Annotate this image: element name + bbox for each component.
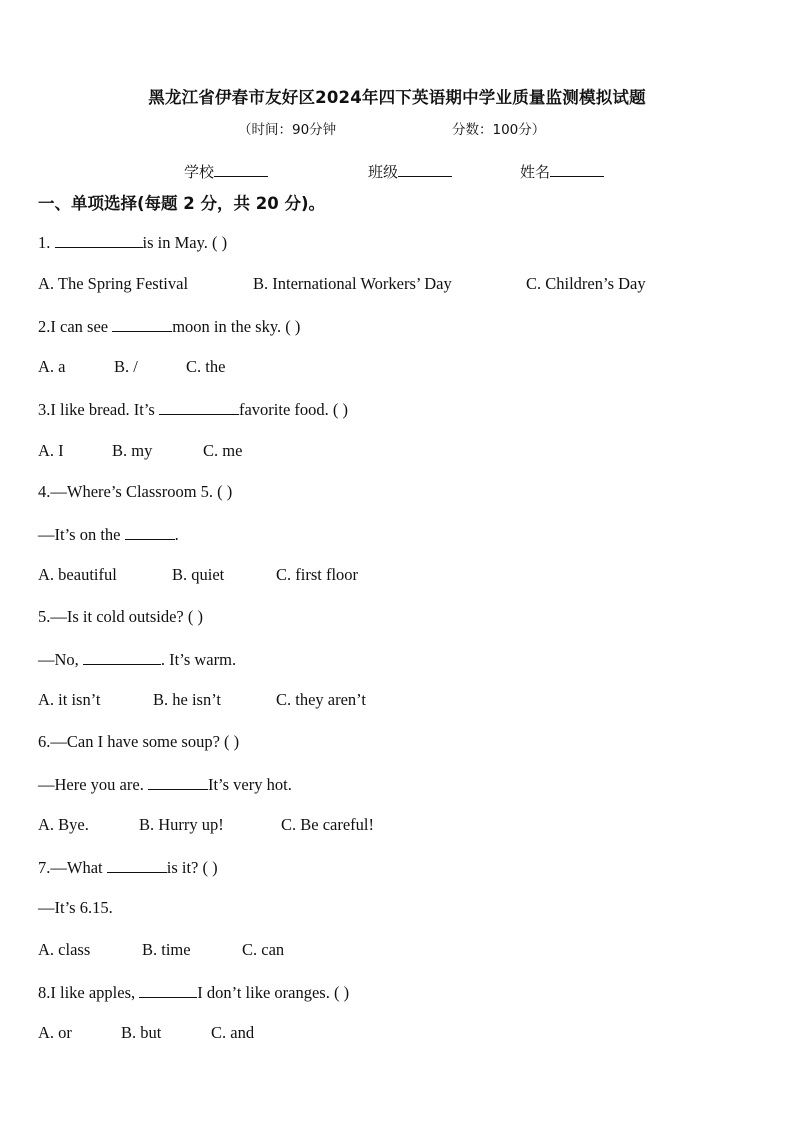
time-limit: （时间：90分钟 xyxy=(238,122,337,138)
q1-option-c[interactable]: C. Children’s Day xyxy=(526,274,646,293)
question-text: —Here you are. xyxy=(38,775,148,794)
q4-option-b[interactable]: B. quiet xyxy=(172,565,225,584)
name-label: 姓名 xyxy=(520,163,551,181)
q7-option-a[interactable]: A. class xyxy=(38,940,91,959)
question-text: 7.—What xyxy=(38,858,107,877)
q3-option-c[interactable]: C. me xyxy=(203,441,243,460)
q4-option-a[interactable]: A. beautiful xyxy=(38,565,117,584)
question-text: moon in the sky. ( ) xyxy=(172,317,301,336)
question-text: —No, xyxy=(38,650,83,669)
q7-option-c[interactable]: C. can xyxy=(242,940,285,959)
answer-blank[interactable] xyxy=(55,232,143,248)
section-heading: 一、单项选择(每题 2 分，共 20 分)。 xyxy=(38,194,326,213)
q5-option-b[interactable]: B. he isn’t xyxy=(153,690,221,709)
q6-option-a[interactable]: A. Bye. xyxy=(38,815,89,834)
q2-option-b[interactable]: B. / xyxy=(114,357,138,376)
page-title: 黑龙江省伊春市友好区2024年四下英语期中学业质量监测模拟试题 xyxy=(148,88,646,107)
q2-option-c[interactable]: C. the xyxy=(186,357,226,376)
question-text: —It’s on the xyxy=(38,525,125,544)
answer-blank[interactable] xyxy=(112,316,172,332)
q6-option-b[interactable]: B. Hurry up! xyxy=(139,815,224,834)
total-score: 分数：100分） xyxy=(452,122,546,138)
question-3 xyxy=(38,399,348,420)
question-text: 1. xyxy=(38,233,55,252)
question-5: 5.—Is it cold outside? ( ) xyxy=(38,607,203,626)
q8-option-c[interactable]: C. and xyxy=(211,1023,255,1042)
question-4: 4.—Where’s Classroom 5. ( ) xyxy=(38,482,233,501)
q5-option-c[interactable]: C. they aren’t xyxy=(276,690,366,709)
school-field xyxy=(184,160,268,182)
student-info xyxy=(184,160,684,182)
q7-option-b[interactable]: B. time xyxy=(142,940,191,959)
question-8 xyxy=(38,982,349,1003)
answer-blank[interactable] xyxy=(83,649,161,665)
question-text: It’s very hot. xyxy=(207,775,292,794)
class-blank[interactable] xyxy=(398,160,452,177)
q8-option-a[interactable]: A. or xyxy=(38,1023,72,1042)
class-field xyxy=(368,160,452,182)
question-text: . It’s warm. xyxy=(160,650,237,669)
question-7-reply: —It’s 6.15. xyxy=(38,898,113,917)
q8-option-b[interactable]: B. but xyxy=(121,1023,162,1042)
q6-option-c[interactable]: C. Be careful! xyxy=(281,815,374,834)
q3-option-b[interactable]: B. my xyxy=(112,441,153,460)
question-1 xyxy=(38,232,227,253)
q1-option-a[interactable]: A. The Spring Festival xyxy=(38,274,189,293)
q1-option-b[interactable]: B. International Workers’ Day xyxy=(253,274,452,293)
question-7 xyxy=(38,857,218,878)
q3-option-a[interactable]: A. I xyxy=(38,441,64,460)
question-6: 6.—Can I have some soup? ( ) xyxy=(38,732,240,751)
answer-blank[interactable] xyxy=(125,524,175,540)
question-text: . xyxy=(174,525,179,544)
question-text: is in May. ( ) xyxy=(142,233,228,252)
name-field xyxy=(520,160,604,182)
q2-option-a[interactable]: A. a xyxy=(38,357,66,376)
name-blank[interactable] xyxy=(550,160,604,177)
question-text: 2.I can see xyxy=(38,317,113,336)
question-5-reply xyxy=(38,649,236,670)
answer-blank[interactable] xyxy=(107,857,167,873)
question-text: favorite food. ( ) xyxy=(238,400,349,419)
school-label: 学校 xyxy=(184,163,215,181)
question-text: I don’t like oranges. ( ) xyxy=(197,983,350,1002)
answer-blank[interactable] xyxy=(139,982,197,998)
q4-option-c[interactable]: C. first floor xyxy=(276,565,359,584)
question-text: 8.I like apples, xyxy=(38,983,140,1002)
answer-blank[interactable] xyxy=(159,399,239,415)
class-label: 班级 xyxy=(368,163,399,181)
question-4-reply xyxy=(38,524,179,545)
question-2 xyxy=(38,316,300,337)
question-6-reply xyxy=(38,774,292,795)
answer-blank[interactable] xyxy=(148,774,208,790)
question-text: is it? ( ) xyxy=(166,858,218,877)
question-text: 3.I like bread. It’s xyxy=(38,400,159,419)
q5-option-a[interactable]: A. it isn’t xyxy=(38,690,101,709)
school-blank[interactable] xyxy=(214,160,268,177)
